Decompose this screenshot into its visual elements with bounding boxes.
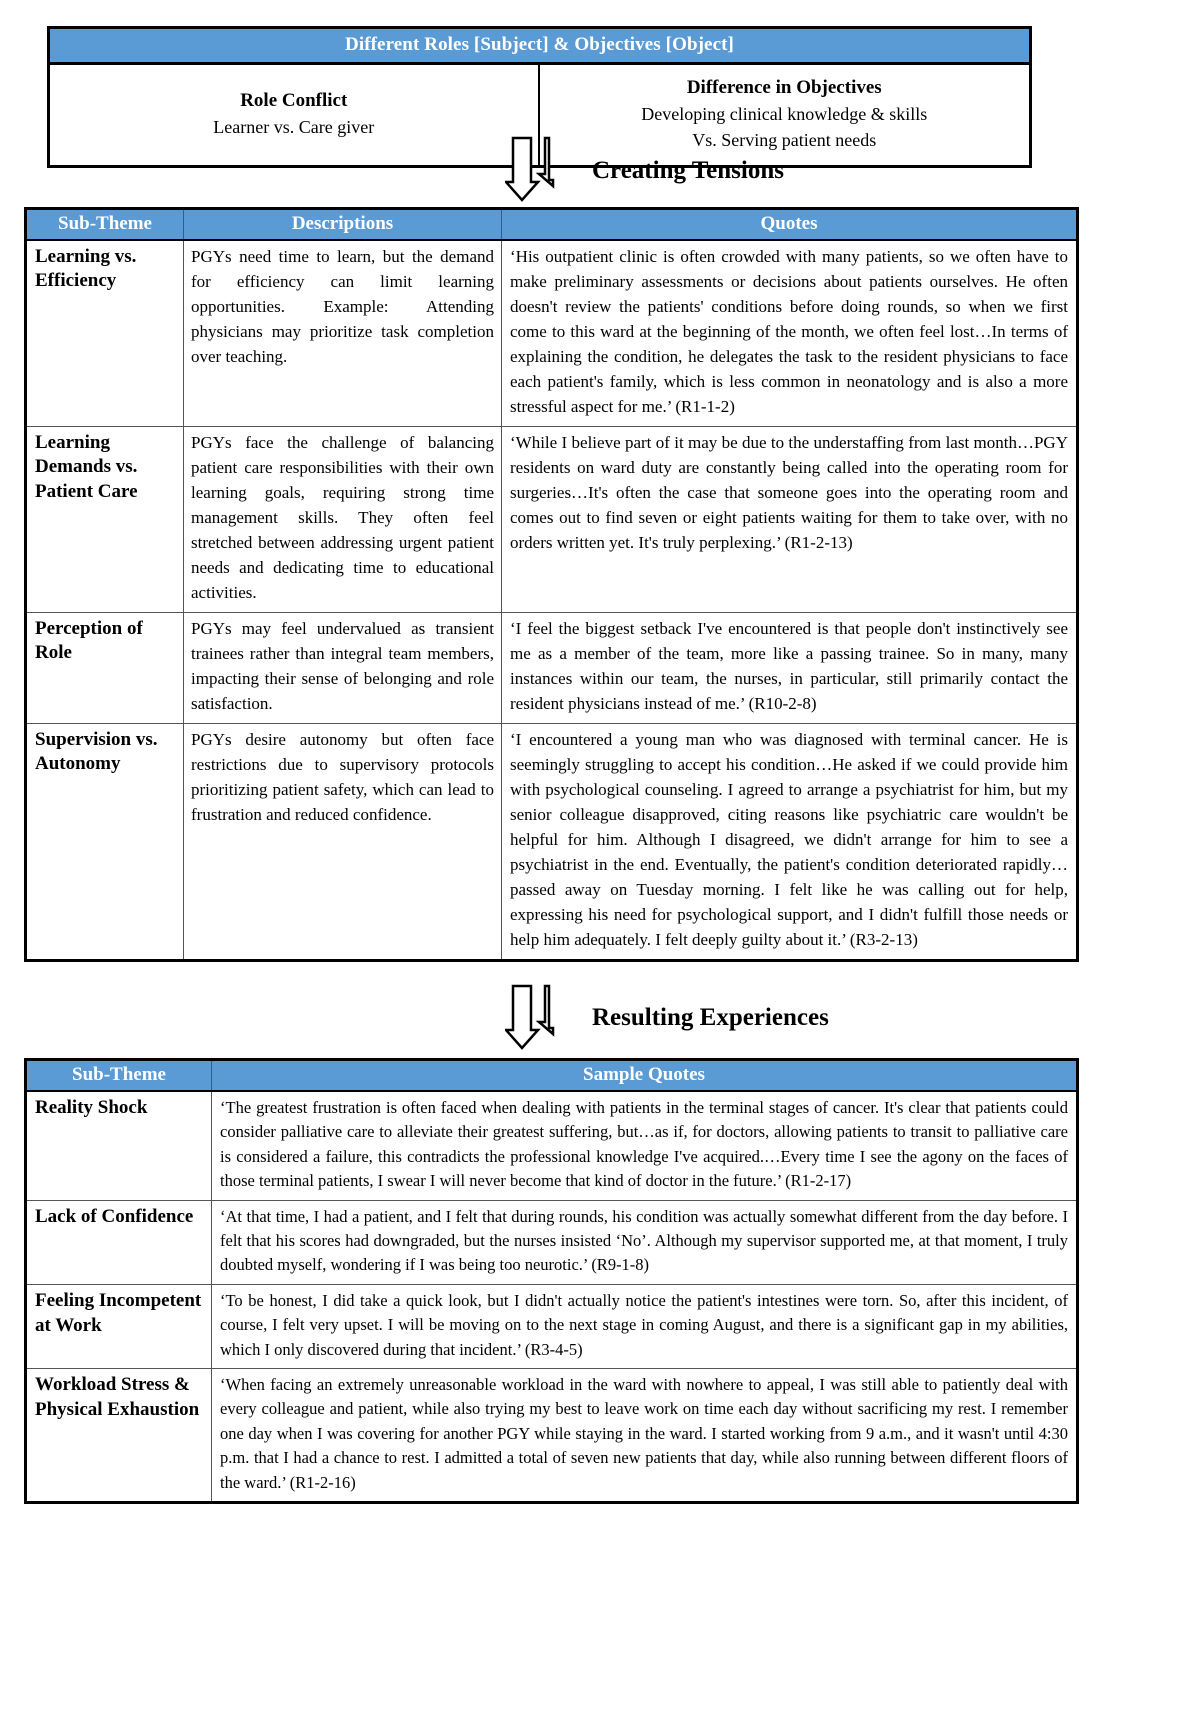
quote-cell: ‘His outpatient clinic is often crowded with many patients, so we often have to make preliminary assessments or decisions about patients ourselves. He often doesn't review the patients' conditions before doing rounds, so when we first come to this ward at the beginning of the month, we often feel lost…In terms of explaining the condition, he delegates the task to the resident physicians to face each patient's family, which is less common in neonatology and is also a more stressful aspect for me.’ (R1-1-2) [502,240,1078,426]
subtheme-cell: Supervision vs. Autonomy [26,723,184,960]
subtheme-cell: Perception of Role [26,612,184,723]
difference-objectives-title: Difference in Objectives [686,77,882,98]
difference-objectives-subtitle-2: Vs. Serving patient needs [692,129,877,150]
description-cell: PGYs face the challenge of balancing patient care responsibilities with their own learning goals, requiring strong time management skills. They often feel stretched between addressing urgent patient needs and dedicating time to educational activities. [184,426,502,612]
creating-tensions-arrow [505,136,585,208]
top-box-right-cell [540,65,1030,165]
resulting-experiences-label: Resulting Experiences [592,1004,829,1031]
role-conflict-subtitle: Learner vs. Care giver [213,116,375,137]
description-cell: PGYs need time to learn, but the demand for efficiency can limit learning opportunities. Example: Attending physicians may prioritize task completion over teaching. [184,240,502,426]
experiences-table-body [26,1091,1078,1503]
tensions-table-head [26,209,1078,241]
creating-tensions-label: Creating Tensions [592,157,784,184]
table-row [26,240,1078,426]
table-row [26,612,1078,723]
experiences-col-subtheme: Sub-Theme [26,1060,212,1092]
top-box-banner: Different Roles [Subject] & Objectives [Object] [50,29,1029,65]
quote-cell: ‘At that time, I had a patient, and I felt that during rounds, his condition was actually somewhat different from the day before. I felt that his scores had downgraded, but the nurses insisted ‘No’. Although my supervisor supported me, at that moment, I truly doubted myself, wondering if I was being too neurotic.’ (R9-1-8) [212,1200,1078,1284]
table-row [26,1091,1078,1200]
experiences-table [24,1058,1079,1504]
down-arrow-icon [505,984,585,1056]
table-row [26,1369,1078,1503]
difference-objectives-subtitle-1: Developing clinical knowledge & skills [641,103,928,124]
role-conflict-title: Role Conflict [240,89,348,111]
experiences-header-row [26,1060,1078,1092]
quote-cell: ‘While I believe part of it may be due to the understaffing from last month…PGY residents on ward duty are constantly being called into the operating room for surgeries…It's often the case that someone goes into the operating room and comes out to find seven or eight patients waiting for them to take over, with no orders written yet. It's truly perplexing.’ (R1-2-13) [502,426,1078,612]
tensions-col-subtheme: Sub-Theme [26,209,184,241]
table-row [26,426,1078,612]
table-row [26,723,1078,960]
tensions-col-quotes: Quotes [502,209,1078,241]
description-cell: PGYs may feel undervalued as transient trainees rather than integral team members, impacting their sense of belonging and role satisfaction. [184,612,502,723]
quote-cell: ‘When facing an extremely unreasonable workload in the ward with nowhere to appeal, I was still able to patiently deal with every colleague and patient, while also trying my best to leave work on time each day without sacrificing my rest. I remember one day when I was covering for another PGY while staying in the ward. I started working from 9 a.m., and it wasn't until 4:30 p.m. that I had a chance to rest. I admitted a total of seven new patients that day, while also running between different floors of the ward.’ (R1-2-16) [212,1369,1078,1503]
top-box-left-cell [50,65,540,165]
table-row [26,1200,1078,1284]
subtheme-cell: Learning vs. Efficiency [26,240,184,426]
quote-cell: ‘The greatest frustration is often faced when dealing with patients in the terminal stages of cancer. It's clear that patients could consider palliative care to alleviate their greatest suffering, but…as if, for doctors, allowing patients to transit to palliative care is considered a failure, this contradicts the professional knowledge I've acquired.…Every time I see the agony on the faces of those terminal patients, I swear I will never become that kind of doctor in the future.’ (R1-2-17) [212,1091,1078,1200]
resulting-experiences-arrow [505,984,585,1056]
tensions-col-descriptions: Descriptions [184,209,502,241]
down-arrow-icon [505,136,585,208]
subtheme-cell: Feeling Incompetent at Work [26,1284,212,1368]
subtheme-cell: Workload Stress & Physical Exhaustion [26,1369,212,1503]
tensions-table [24,207,1079,962]
tensions-header-row [26,209,1078,241]
experiences-table-head [26,1060,1078,1092]
subtheme-cell: Lack of Confidence [26,1200,212,1284]
table-row [26,1284,1078,1368]
subtheme-cell: Reality Shock [26,1091,212,1200]
quote-cell: ‘To be honest, I did take a quick look, but I didn't actually notice the patient's intestines were torn. So, after this incident, of course, I felt very upset. I will be moving on to the next stage in coming August, and there is a significant gap in my abilities, which I only discovered during that incident.’ (R3-4-5) [212,1284,1078,1368]
quote-cell: ‘I encountered a young man who was diagnosed with terminal cancer. He is seemingly struggling to accept his condition…He asked if we could provide him with psychological counseling. I agreed to arrange a psychiatrist for him, but my senior colleague disapproved, citing reasons like psychiatric care wouldn't be helpful for him. Although I disagreed, we didn't arrange for him to see a psychiatrist in the end. Eventually, the patient's condition deteriorated rapidly…passed away on Tuesday morning. I felt like he was calling out for help, expressing his need for psychological support, and I didn't fulfill those needs or help him adequately. I felt deeply guilty about it.’ (R3-2-13) [502,723,1078,960]
experiences-col-sample-quotes: Sample Quotes [212,1060,1078,1092]
subtheme-cell: Learning Demands vs. Patient Care [26,426,184,612]
description-cell: PGYs desire autonomy but often face restrictions due to supervisory protocols prioritizing patient safety, which can lead to frustration and reduced confidence. [184,723,502,960]
quote-cell: ‘I feel the biggest setback I've encountered is that people don't instinctively see me as a member of the team, more like a passing trainee. So in many, many instances within our team, the nurses, in particular, still primarily contact the resident physicians instead of me.’ (R10-2-8) [502,612,1078,723]
tensions-table-body [26,240,1078,960]
